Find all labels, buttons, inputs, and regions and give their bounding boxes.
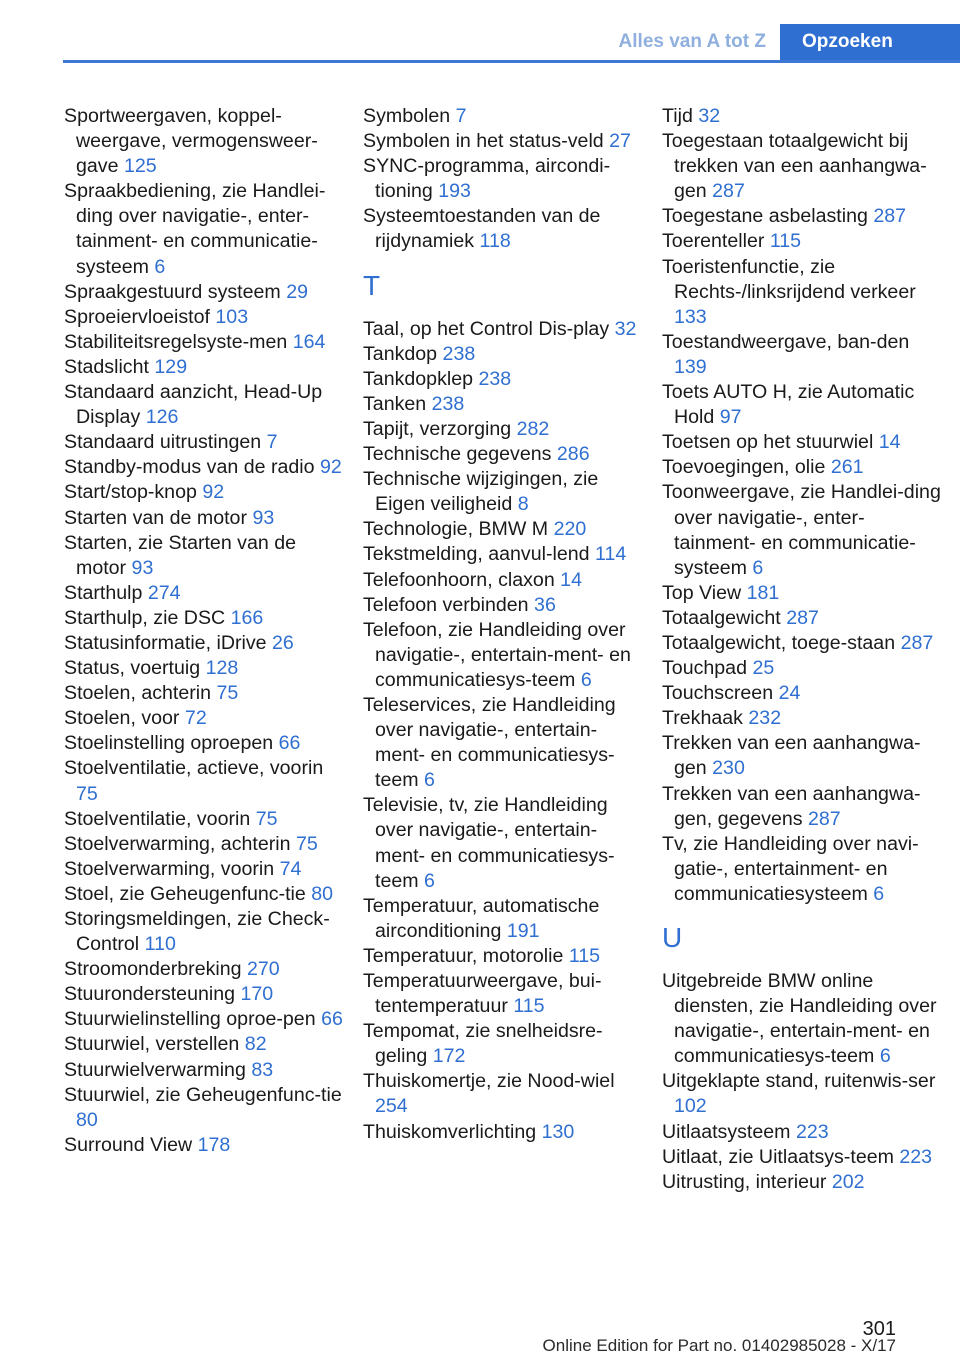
index-entry-page-link[interactable]: 6	[580, 668, 592, 691]
index-entry	[363, 593, 643, 618]
index-entry-page-link[interactable]: 202	[831, 1170, 865, 1193]
index-entry-page-link[interactable]: 191	[506, 919, 540, 942]
index-entry-term: Stoelventilatie, voorin	[64, 807, 251, 830]
index-entry-term: Symbolen in het status-veld	[363, 130, 604, 153]
index-entry-term: Toonweergave, zie Handlei-ding over navigatie-, enter-tainment- en communicatie-systeem	[662, 481, 941, 579]
index-entry-page-link[interactable]: 220	[553, 518, 587, 541]
index-entry-page-link[interactable]: 287	[786, 606, 819, 629]
index-entry-page-link[interactable]: 223	[795, 1120, 829, 1143]
index-entry	[662, 782, 942, 832]
index-entry	[64, 957, 344, 982]
index-entry	[662, 581, 942, 606]
index-entry-term: Stuurondersteuning	[64, 983, 236, 1006]
index-entry-term: Sproeiervloeistof	[64, 305, 210, 328]
index-entry-term: Standaard aanzicht, Head-Up Display	[64, 381, 323, 429]
index-entry-term: Stoelinstelling oproepen	[64, 732, 274, 755]
index-entry-page-link[interactable]: 7	[455, 105, 467, 127]
index-entry-term: Totaalgewicht, toege-staan	[662, 631, 896, 654]
index-entry	[64, 380, 344, 430]
index-entry-term: Uitgeklapte stand, ruitenwis-ser	[662, 1070, 936, 1093]
index-entry	[363, 417, 643, 442]
index-entry	[363, 693, 643, 793]
index-entry-term: Standaard uitrustingen	[64, 431, 262, 454]
index-entry	[64, 581, 344, 606]
index-entry-page-link[interactable]: 93	[131, 556, 154, 579]
index-entry-page-link[interactable]: 286	[556, 443, 590, 466]
index-entry-term: Touchpad	[662, 657, 747, 680]
index-entry-page-link[interactable]: 115	[769, 230, 802, 253]
index-entry	[64, 104, 344, 179]
index-entry	[363, 793, 643, 893]
index-entry-page-link[interactable]: 92	[202, 481, 225, 504]
index-entry-term: Tankdop	[363, 342, 438, 365]
index-entry-term: Uitlaatsysteem	[662, 1120, 791, 1143]
index-entry	[363, 104, 643, 129]
index-entry-page-link[interactable]: 166	[230, 606, 264, 629]
index-entry	[64, 506, 344, 531]
index-entry	[662, 129, 942, 204]
index-entry-term: Thuiskomertje, zie Nood-wiel	[363, 1070, 615, 1093]
index-entry	[64, 606, 344, 631]
index-entry-term: Spraakgestuurd systeem	[64, 280, 281, 303]
index-entry-page-link[interactable]: 193	[438, 180, 471, 203]
index-entry-term: Storingsmeldingen, zie Check-Control	[64, 908, 330, 956]
index-entry-term: Uitrusting, interieur	[662, 1170, 827, 1193]
index-entry-term: Stabiliteitsregelsyste-men	[64, 330, 288, 353]
index-entry-term: Stuurwielinstelling oproe-pen	[64, 1008, 316, 1031]
index-entry	[662, 104, 942, 129]
index-entry	[64, 706, 344, 731]
index-entry	[64, 1133, 344, 1158]
index-entry-page-link[interactable]: 139	[674, 355, 707, 378]
index-entry	[64, 430, 344, 455]
header-tabs	[597, 24, 960, 60]
index-entry-page-link[interactable]: 238	[442, 342, 476, 365]
index-entry-term: Telefoonhoorn, claxon	[363, 568, 555, 591]
index-entry-term: Toerenteller	[662, 230, 765, 253]
index-entry-term: Toevoegingen, olie	[662, 456, 826, 479]
index-entry-term: Top View	[662, 581, 742, 604]
index-entry-page-link[interactable]: 27	[609, 130, 631, 153]
index-entry	[662, 380, 942, 430]
index-entry-page-link[interactable]: 14	[560, 568, 582, 591]
index-entry-page-link[interactable]: 36	[534, 593, 556, 616]
index-entry	[64, 857, 344, 882]
index-entry-page-link[interactable]: 238	[478, 367, 512, 390]
index-entry-term: Stadslicht	[64, 355, 149, 378]
page-header	[63, 24, 960, 62]
index-entry	[662, 455, 942, 480]
index-entry-page-link[interactable]: 66	[321, 1008, 343, 1031]
index-entry-term: Surround View	[64, 1133, 193, 1156]
index-entry-term: Uitgebreide BMW online diensten, zie Handleiding over navigatie-, entertain-ment- en communicatiesys-teem	[662, 970, 937, 1068]
index-entry-page-link[interactable]: 287	[712, 180, 745, 203]
index-entry	[64, 330, 344, 355]
index-entry-page-link[interactable]: 75	[216, 682, 239, 705]
index-entry-term: Toestandweergave, ban-den	[662, 330, 910, 353]
index-entry	[64, 1058, 344, 1083]
index-entry	[64, 656, 344, 681]
index-entry	[363, 568, 643, 593]
index-entry-term: Tankdopklep	[363, 367, 474, 390]
index-entry-term: Stoelen, achterin	[64, 682, 212, 705]
index-entry-page-link[interactable]: 170	[240, 983, 274, 1006]
index-column-3	[662, 104, 942, 1195]
index-entry	[363, 894, 643, 944]
index-entry-page-link[interactable]: 261	[830, 456, 864, 479]
index-column-1	[64, 104, 344, 1158]
index-entry-term: Toets AUTO H, zie Automatic Hold	[662, 381, 915, 429]
index-entry	[662, 631, 942, 656]
index-entry-term: Technische gegevens	[363, 443, 552, 466]
index-entry-page-link[interactable]: 172	[432, 1045, 466, 1068]
index-entry	[64, 731, 344, 756]
index-entry	[363, 944, 643, 969]
index-entry-term: Temperatuurweergave, bui-tentemperatuur	[363, 970, 602, 1018]
index-entry-page-link[interactable]: 129	[154, 355, 188, 378]
index-entry	[363, 129, 643, 154]
index-entry	[64, 882, 344, 907]
index-entry	[363, 154, 643, 204]
index-letter-heading: T	[363, 269, 381, 301]
index-entry-term: Teleservices, zie Handleiding over navigatie-, entertain-ment- en communicatiesys-teem	[363, 693, 616, 792]
index-entry	[363, 1069, 643, 1119]
index-entry-page-link[interactable]: 66	[278, 732, 301, 755]
index-entry-page-link[interactable]: 282	[516, 417, 550, 440]
index-entry-term: Technische wijzigingen, zie Eigen veiligheid	[363, 468, 599, 516]
index-entry-page-link[interactable]: 7	[266, 431, 278, 454]
index-entry	[64, 907, 344, 957]
index-entry-page-link[interactable]: 75	[255, 807, 278, 830]
index-entry	[64, 179, 344, 279]
index-entry-term: Stroomonderbreking	[64, 958, 242, 981]
index-entry	[662, 480, 942, 580]
index-entry	[363, 467, 643, 517]
index-entry	[662, 1145, 942, 1170]
index-entry-page-link[interactable]: 164	[292, 330, 326, 353]
index-entry-term: Trekken van een aanhangwa-gen	[662, 732, 921, 780]
index-entry-page-link[interactable]: 8	[517, 493, 529, 516]
index-entry-page-link[interactable]: 6	[424, 769, 435, 792]
index-entry-term: Toetsen op het stuurwiel	[662, 431, 874, 454]
index-column-2	[363, 104, 643, 1145]
index-entry-term: Starten, zie Starten van de motor	[64, 531, 296, 579]
index-entry	[662, 832, 942, 907]
index-entry	[363, 317, 643, 342]
index-entry	[64, 305, 344, 330]
index-entry-term: Start/stop-knop	[64, 481, 197, 504]
index-entry-page-link[interactable]: 133	[674, 305, 707, 328]
index-entry	[662, 656, 942, 681]
index-entry-term: SYNC-programma, aircondi-tioning	[363, 155, 611, 203]
index-entry	[662, 430, 942, 455]
index-entry	[64, 480, 344, 505]
index-entry-term: Stoelen, voor	[64, 707, 180, 730]
index-entry-page-link[interactable]: 223	[899, 1145, 933, 1168]
index-entry-term: Starthulp	[64, 581, 143, 604]
index-entry-page-link[interactable]: 80	[76, 1108, 98, 1131]
index-entry-page-link[interactable]: 115	[568, 944, 601, 967]
index-entry-term: Tekstmelding, aanvul-lend	[363, 543, 590, 566]
index-entry-term: Temperatuur, motorolie	[363, 944, 564, 967]
index-entry-term: Sportweergaven, koppel-weergave, vermogensweer-gave	[64, 105, 318, 178]
index-entry-term: Stoelverwarming, voorin	[64, 857, 275, 880]
index-entry	[363, 392, 643, 417]
index-entry-term: Uitlaat, zie Uitlaatsys-teem	[662, 1145, 894, 1168]
index-entry-term: Starten van de motor	[64, 506, 247, 529]
index-entry-page-link[interactable]: 115	[513, 995, 545, 1018]
index-entry-term: Trekken van een aanhangwa-gen, gegevens	[662, 782, 921, 830]
index-entry-page-link[interactable]: 97	[719, 406, 742, 429]
index-entry	[662, 681, 942, 706]
index-entry-page-link[interactable]: 254	[375, 1095, 408, 1118]
index-entry-page-link[interactable]: 270	[246, 958, 280, 981]
index-entry	[662, 969, 942, 1069]
section-tab[interactable]: Alles van A tot Z	[597, 24, 780, 60]
index-entry	[64, 1083, 344, 1133]
index-entry-page-link[interactable]: 6	[873, 882, 885, 905]
index-entry	[662, 1120, 942, 1145]
index-entry-page-link[interactable]: 287	[808, 807, 841, 830]
index-entry	[662, 204, 942, 229]
index-entry-term: Tanken	[363, 392, 427, 415]
index-entry-term: Systeemtoestanden van de rijdynamiek	[363, 205, 601, 253]
index-entry-page-link[interactable]: 32	[698, 105, 721, 127]
index-entry-term: Stuurwiel, verstellen	[64, 1033, 240, 1056]
index-entry-term: Telefoon verbinden	[363, 593, 529, 616]
index-entry-term: Toegestaan totaalgewicht bij trekken van een aanhangwa-gen	[662, 130, 927, 203]
index-entry-term: Spraakbediening, zie Handlei-ding over navigatie-, enter-tainment- en communicatie-systeem	[64, 180, 326, 278]
index-entry-page-link[interactable]: 6	[154, 255, 166, 278]
index-entry	[662, 1069, 942, 1119]
index-entry-page-link[interactable]: 287	[873, 205, 907, 228]
index-entry	[64, 280, 344, 305]
index-entry	[64, 531, 344, 581]
index-entry-term: Symbolen	[363, 105, 451, 127]
index-entry-page-link[interactable]: 80	[311, 882, 334, 905]
index-entry-page-link[interactable]: 75	[76, 782, 98, 805]
index-entry-term: Tapijt, verzorging	[363, 417, 512, 440]
index-entry-page-link[interactable]: 6	[752, 556, 764, 579]
index-entry	[363, 204, 643, 254]
index-entry-page-link[interactable]: 6	[879, 1045, 891, 1068]
index-entry-term: Statusinformatie, iDrive	[64, 631, 267, 654]
index-entry-page-link[interactable]: 126	[145, 406, 179, 429]
index-entry-term: Thuiskomverlichting	[363, 1120, 537, 1143]
index-entry-page-link[interactable]: 75	[295, 832, 318, 855]
index-letter-heading: U	[662, 922, 683, 953]
index-entry-page-link[interactable]: 92	[319, 456, 342, 479]
index-entry	[662, 731, 942, 781]
index-entry-page-link[interactable]: 118	[479, 230, 511, 253]
index-entry-page-link[interactable]: 232	[748, 707, 782, 730]
index-entry-term: Status, voertuig	[64, 657, 201, 680]
index-entry-term: Taal, op het Control Dis-play	[363, 317, 610, 340]
index-entry-page-link[interactable]: 83	[251, 1058, 274, 1081]
index-entry-page-link[interactable]: 26	[272, 631, 294, 654]
index-entry-page-link[interactable]: 181	[746, 581, 780, 604]
page-number: 301	[862, 1318, 896, 1340]
index-entry-page-link[interactable]: 287	[900, 631, 934, 654]
chapter-tab[interactable]: Opzoeken	[780, 24, 960, 60]
index-entry	[363, 542, 643, 567]
index-entry-page-link[interactable]: 178	[197, 1133, 231, 1156]
index-entry-page-link[interactable]: 128	[205, 657, 239, 680]
index-entry	[363, 1019, 643, 1069]
index-entry	[662, 606, 942, 631]
index-entry-term: Stuurwielverwarming	[64, 1058, 246, 1081]
index-entry	[64, 455, 344, 480]
index-entry-term: Totaalgewicht	[662, 606, 781, 629]
index-entry-term: Technologie, BMW M	[363, 518, 549, 541]
header-rule	[63, 60, 960, 63]
index-entry-page-link[interactable]: 238	[431, 392, 465, 415]
index-entry	[662, 1170, 942, 1195]
index-entry	[363, 618, 643, 693]
index-entry-page-link[interactable]: 74	[279, 857, 302, 880]
index-entry-term: Temperatuur, automatische airconditioning	[363, 894, 600, 942]
index-entry-page-link[interactable]: 29	[286, 280, 308, 303]
index-entry	[64, 982, 344, 1007]
index-entry	[64, 1007, 344, 1032]
index-entry	[363, 517, 643, 542]
index-entry-term: Tijd	[662, 105, 693, 127]
index-entry-page-link[interactable]: 32	[614, 317, 637, 340]
index-entry	[64, 807, 344, 832]
index-entry	[662, 330, 942, 380]
index-entry-term: Starthulp, zie DSC	[64, 606, 226, 629]
index-entry-term: Tempomat, zie snelheidsre-geling	[363, 1020, 603, 1068]
index-entry	[64, 355, 344, 380]
index-entry	[363, 1120, 643, 1145]
index-entry-term: Televisie, tv, zie Handleiding over navigatie-, entertain-ment- en communicatiesys-teem	[363, 794, 615, 892]
footer-edition: Online Edition for Part no. 01402985028 - X/17	[542, 1336, 896, 1355]
index-entry	[64, 681, 344, 706]
index-entry-term: Stuurwiel, zie Geheugenfunc-tie	[64, 1083, 342, 1106]
index-entry-term: Toeristenfunctie, zie Rechts-/linksrijdend verkeer	[662, 255, 916, 303]
index-entry-page-link[interactable]: 93	[252, 506, 275, 529]
index-entry	[64, 631, 344, 656]
index-entry-page-link[interactable]: 82	[244, 1033, 267, 1056]
index-entry	[64, 1032, 344, 1057]
index-entry-page-link[interactable]: 6	[424, 869, 435, 892]
index-entry	[363, 342, 643, 367]
index-entry	[662, 229, 942, 254]
index-entry-term: Tv, zie Handleiding over navi-gatie-, entertainment- en communicatiesysteem	[662, 832, 919, 905]
index-entry	[64, 756, 344, 806]
index-entry-page-link[interactable]: 72	[184, 707, 207, 730]
index-entry-page-link[interactable]: 125	[123, 155, 157, 178]
index-entry-term: Toegestane asbelasting	[662, 205, 868, 228]
index-entry-page-link[interactable]: 24	[778, 682, 801, 705]
index-entry-page-link[interactable]: 114	[595, 543, 627, 566]
index-entry-page-link[interactable]: 14	[878, 431, 901, 454]
index-entry	[363, 969, 643, 1019]
index-entry	[662, 255, 942, 330]
index-entry-term: Telefoon, zie Handleiding over navigatie-, entertain-ment- en communicatiesys-teem	[363, 618, 631, 691]
index-entry-term: Stoel, zie Geheugenfunc-tie	[64, 882, 306, 905]
index-entry-page-link[interactable]: 102	[674, 1095, 707, 1118]
index-entry-term: Stoelventilatie, actieve, voorin	[64, 757, 324, 780]
index-entry	[662, 706, 942, 731]
index-entry	[363, 367, 643, 392]
index-entry-page-link[interactable]: 103	[215, 305, 249, 328]
index-entry-term: Stoelverwarming, achterin	[64, 832, 291, 855]
index-entry-term: Trekhaak	[662, 707, 743, 730]
index-entry-page-link[interactable]: 110	[144, 933, 176, 956]
index-entry-term: Touchscreen	[662, 682, 774, 705]
index-entry-term: Standby-modus van de radio	[64, 456, 315, 479]
index-entry	[64, 832, 344, 857]
index-entry	[363, 442, 643, 467]
index-entry-page-link[interactable]: 25	[752, 657, 775, 680]
index-entry-page-link[interactable]: 274	[147, 581, 181, 604]
index-entry-page-link[interactable]: 130	[541, 1120, 575, 1143]
index-entry-page-link[interactable]: 230	[712, 757, 745, 780]
